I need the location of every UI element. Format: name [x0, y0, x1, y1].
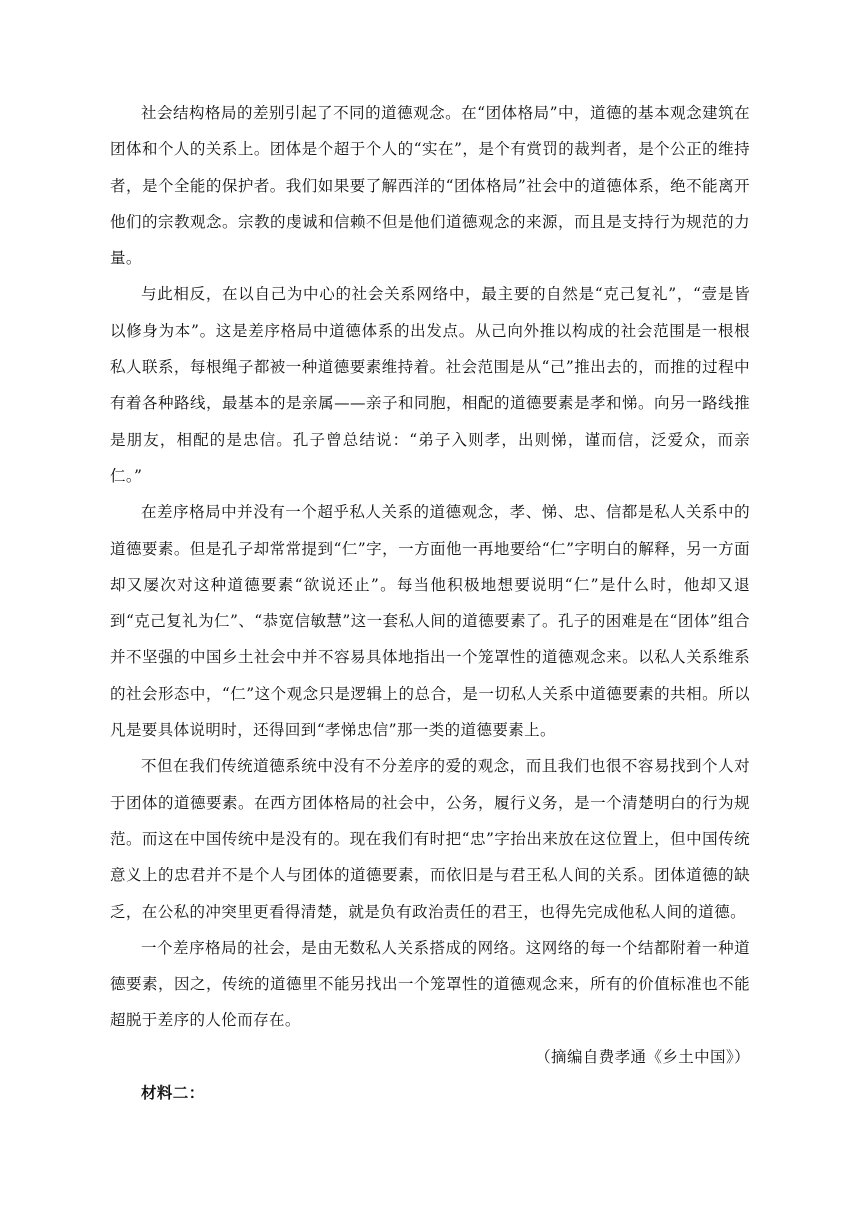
- paragraph-4: 不但在我们传统道德系统中没有不分差序的爱的观念，而且我们也很不容易找到个人对于团体的道德要素。在西方团体格局的社会中，公务，履行义务，是一个清楚明白的行为规范。而这在中国传统中是没有的。现在我们有时把“忠”字抬出来放在这位置上，但中国传统意义上的忠君并不是个人与团体的道德要素，而依旧是与君王私人间的关系。团体道德的缺乏，在公私的冲突里更看得清楚，就是负有政治责任的君王，也得先完成他私人间的道德。: [110, 757, 750, 921]
- section-heading-material-2: 材料二：: [141, 1083, 205, 1103]
- paragraph-1: 社会结构格局的差别引起了不同的道德观念。在“团体格局”中，道德的基本观念建筑在团体和个人的关系上。团体是个超于个人的“实在”，是个有赏罚的裁判者，是个公正的维持者，是个全能的保护者。我们如果要了解西洋的“团体格局”社会中的道德体系，绝不能离开他们的宗教观念。宗教的虔诚和信赖不但是他们道德观念的来源，而且是支持行为规范的力量。: [110, 104, 750, 268]
- source-citation: （摘编自费孝通《乡土中国》）: [535, 1047, 750, 1066]
- paragraph-2: 与此相反，在以自己为中心的社会关系网络中，最主要的自然是“克己复礼”，“壹是皆以修身为本”。这是差序格局中道德体系的出发点。从己向外推以构成的社会范围是一根根私人联系，每根绳子都被一种道德要素维持着。社会范围是从“己”推出去的，而推的过程中有着各种路线，最基本的是亲属——亲子和同胞，相配的道德要素是孝和悌。向另一路线推是朋友，相配的是忠信。孔子曾总结说：“弟子入则孝，出则悌，谨而信，泛爱众，而亲仁。”: [110, 285, 750, 485]
- document-page: [110, 95, 750, 1111]
- paragraph-3: 在差序格局中并没有一个超乎私人关系的道德观念，孝、悌、忠、信都是私人关系中的道德要素。但是孔子却常常提到“仁”字，一方面他一再地要给“仁”字明白的解释，另一方面却又屡次对这种道德要素“欲说还止”。每当他积极地想要说明“仁”是什么时，他却又退到“克己复礼为仁”、“恭宽信敏慧”这一套私人间的道德要素了。孔子的困难是在“团体”组合并不坚强的中国乡土社会中并不容易具体地指出一个笼罩性的道德观念来。以私人关系维系的社会形态中，“仁”这个观念只是逻辑上的总合，是一切私人关系中道德要素的共相。所以凡是要具体说明时，还得回到“孝悌忠信”那一类的道德要素上。: [110, 503, 750, 740]
- paragraph-5: 一个差序格局的社会，是由无数私人关系搭成的网络。这网络的每一个结都附着一种道德要素，因之，传统的道德里不能另找出一个笼罩性的道德观念来，所有的价值标准也不能超脱于差序的人伦而存在。: [110, 938, 750, 1030]
